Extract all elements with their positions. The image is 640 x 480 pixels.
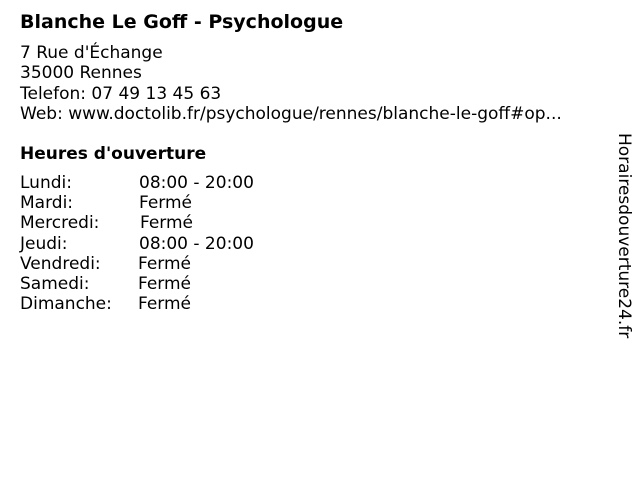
day-label: Dimanche:: [20, 294, 112, 315]
day-label: Mercredi:: [20, 213, 100, 234]
hours-value: Fermé: [138, 253, 192, 274]
address-block: [20, 43, 562, 124]
hours-value: Fermé: [138, 294, 192, 315]
hours-value: Fermé: [139, 193, 193, 214]
website-line: Web: www.doctolib.fr/psychologue/rennes/blanche-le-goff#op...: [20, 103, 562, 124]
hours-value: Fermé: [138, 273, 192, 294]
hours-heading: Heures d'ouverture: [20, 144, 207, 164]
street-address: 7 Rue d'Échange: [20, 43, 163, 63]
hours-value: Fermé: [140, 213, 194, 234]
hours-value: 08:00 - 20:00: [139, 173, 254, 193]
phone-line: Telefon: 07 49 13 45 63: [20, 83, 222, 104]
day-label: Samedi:: [20, 273, 90, 294]
hours-value: 08:00 - 20:00: [139, 233, 254, 254]
city-line: 35000 Rennes: [20, 63, 142, 84]
day-label: Mardi:: [20, 193, 74, 214]
business-name: Blanche Le Goff - Psychologue: [20, 11, 344, 33]
day-label: Jeudi:: [20, 233, 68, 254]
site-watermark: [612, 133, 636, 345]
site-name: Horairesdouverture24.fr: [614, 133, 634, 339]
day-label: Vendredi:: [20, 253, 101, 274]
day-label: Lundi:: [20, 173, 72, 193]
